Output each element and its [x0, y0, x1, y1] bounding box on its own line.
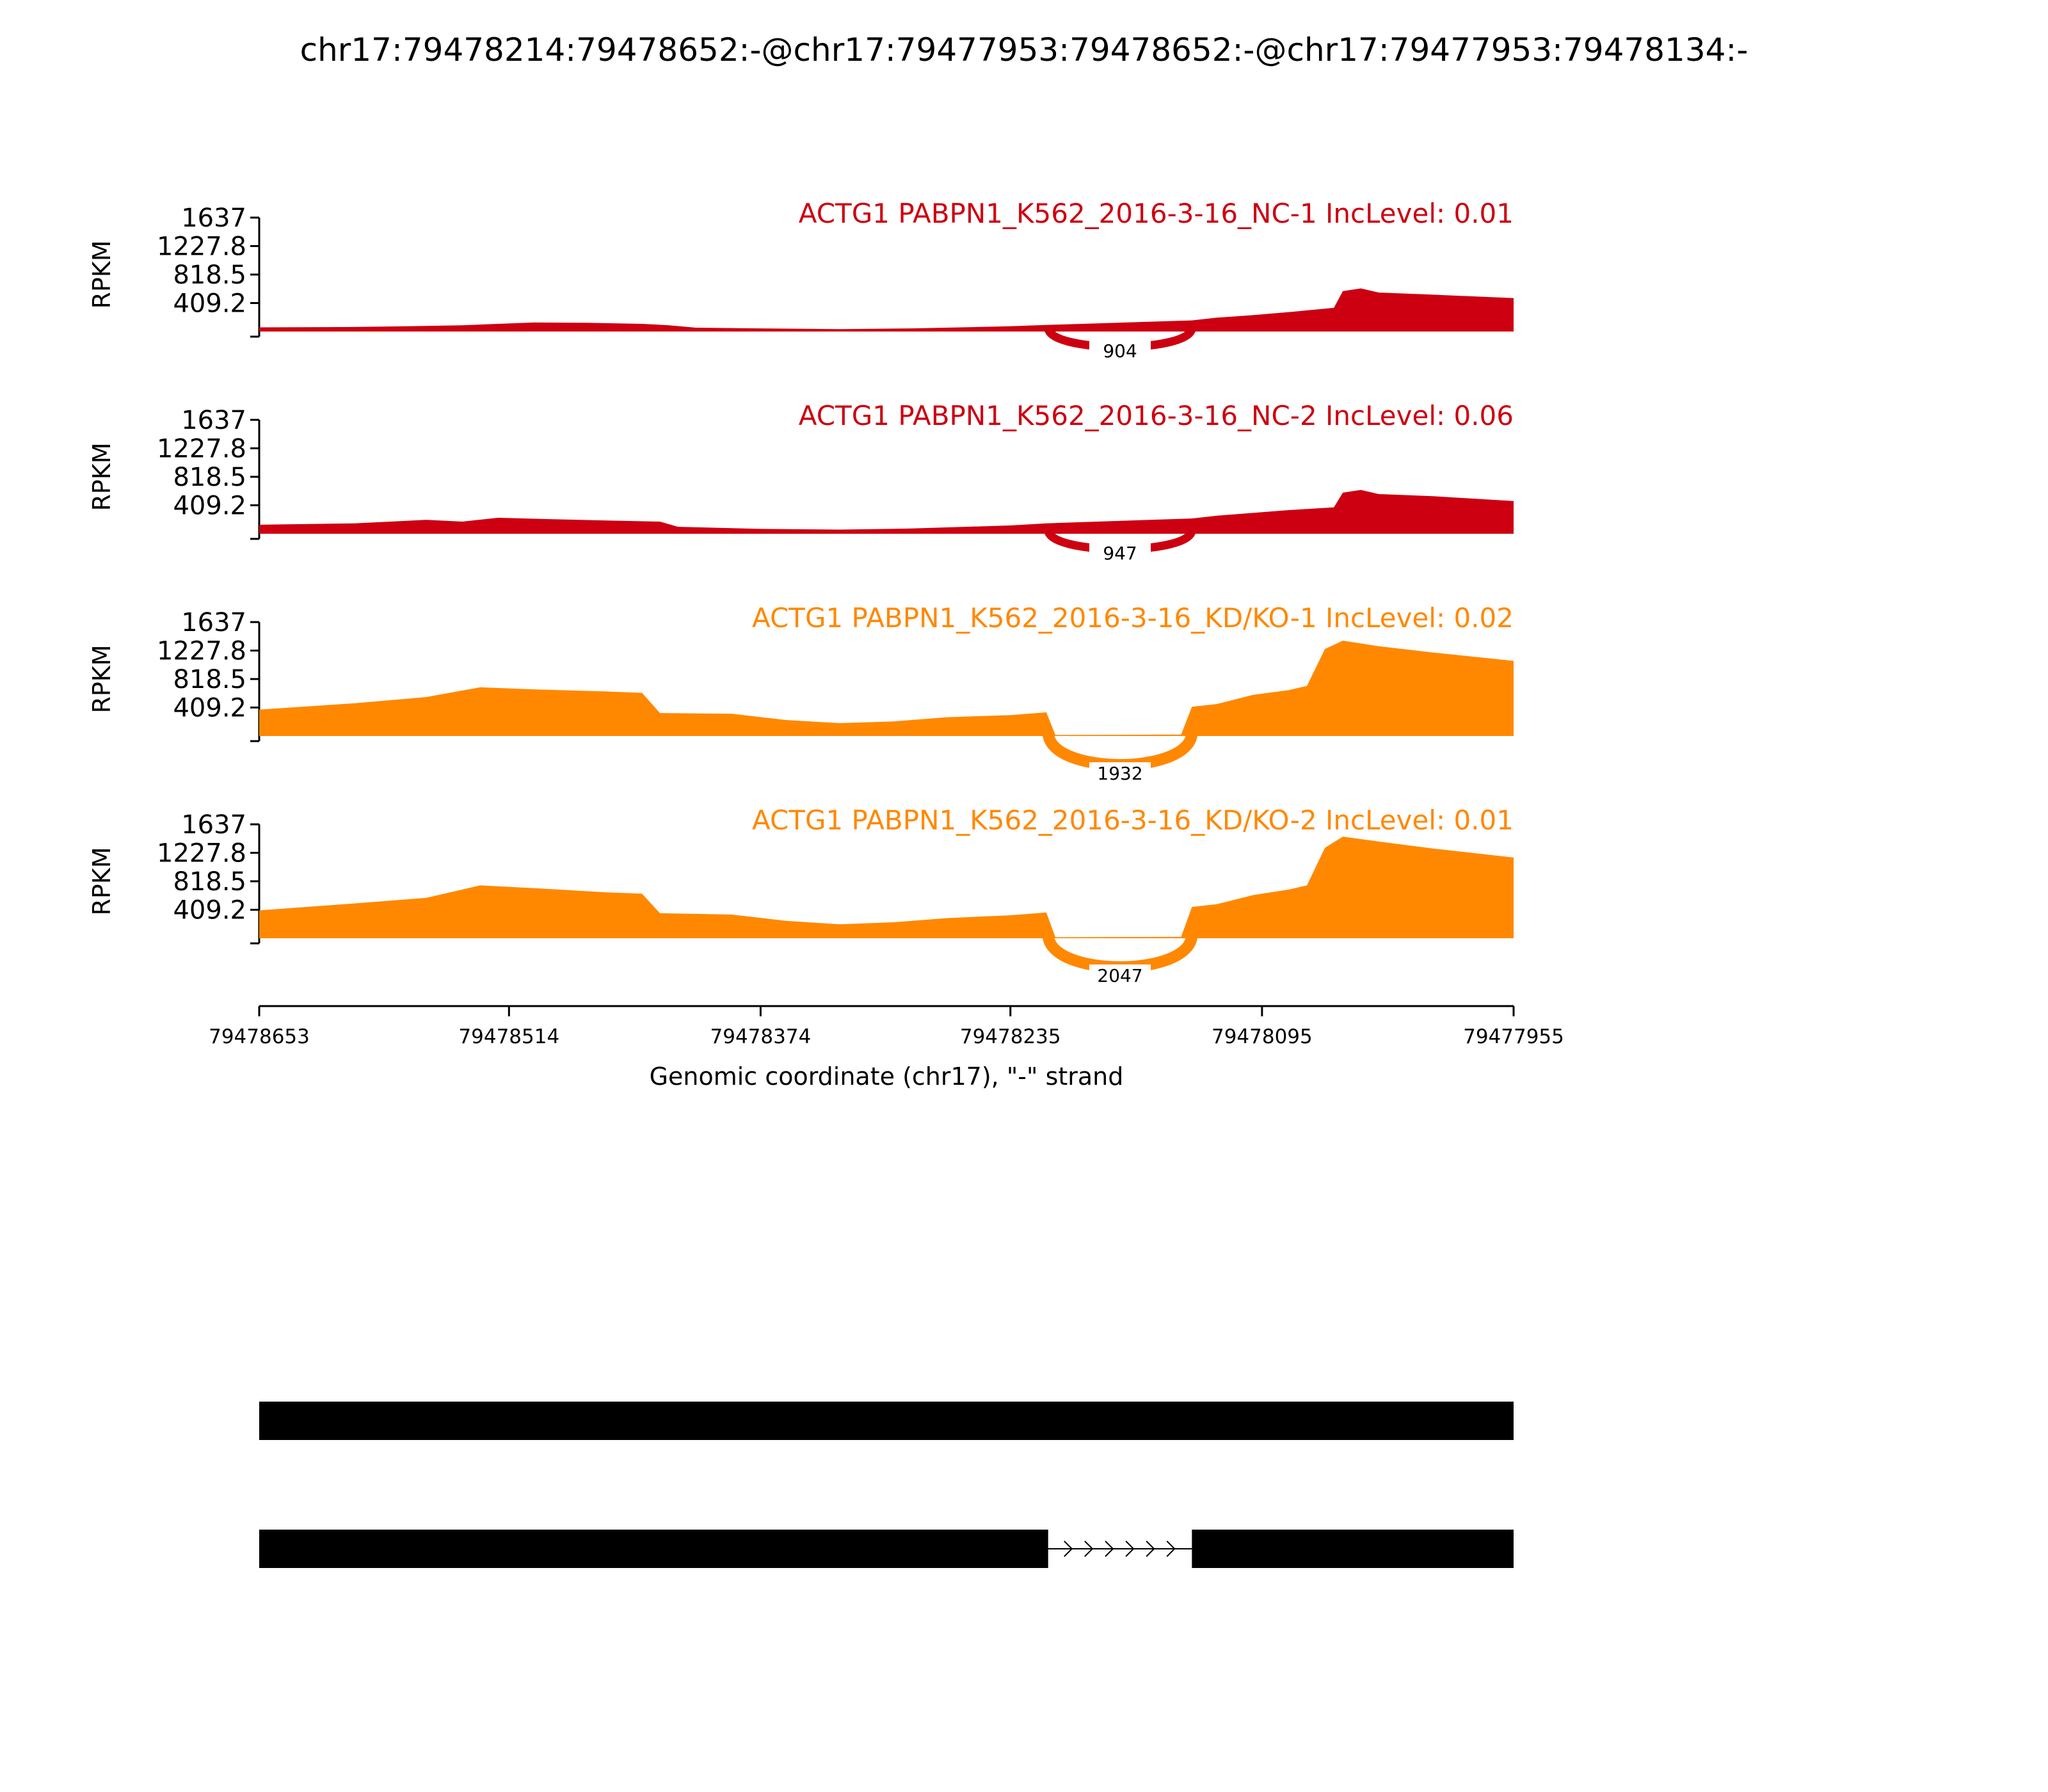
x-tick-label: 79478374 [710, 1025, 812, 1048]
coverage-area [259, 836, 1514, 938]
y-axis-label: RPKM [88, 644, 116, 714]
x-tick-label: 79478095 [1211, 1025, 1313, 1048]
x-tick-label: 79478653 [209, 1025, 310, 1048]
y-tick-label: 409.2 [173, 895, 246, 925]
x-tick-label: 79477955 [1463, 1025, 1564, 1048]
isoform-track [259, 1402, 1514, 1568]
sample-label: ACTG1 PABPN1_K562_2016-3-16_KD/KO-1 IncLevel: 0.02 [751, 602, 1514, 634]
y-tick-label: 818.5 [173, 260, 246, 290]
y-tick-label: 1637 [181, 608, 246, 637]
junction-count: 904 [1103, 340, 1137, 362]
x-tick-label: 79478235 [959, 1025, 1061, 1048]
exon-block [1192, 1530, 1514, 1568]
junction-count: 947 [1103, 543, 1137, 564]
coverage-area [259, 490, 1514, 534]
coverage-panels [88, 198, 1514, 988]
junction-count: 1932 [1097, 763, 1143, 784]
y-tick-label: 409.2 [173, 289, 246, 319]
y-tick-label: 1637 [181, 810, 246, 840]
y-tick-label: 1637 [181, 406, 246, 435]
x-axis [209, 1006, 1564, 1048]
y-axis-label: RPKM [88, 240, 116, 309]
junction-count: 2047 [1097, 965, 1143, 986]
x-tick-label: 79478514 [458, 1025, 560, 1048]
y-tick-label: 1227.8 [157, 232, 246, 262]
coverage-area [259, 641, 1514, 736]
y-tick-label: 1227.8 [157, 636, 246, 666]
sample-panel [88, 400, 1514, 565]
chart-title: chr17:79478214:79478652:-@chr17:79477953:79478652:-@chr17:79477953:79478134:- [300, 31, 1748, 68]
y-axis-label: RPKM [88, 442, 116, 511]
y-axis-label: RPKM [88, 847, 116, 916]
y-tick-label: 818.5 [173, 867, 246, 897]
y-tick-label: 1227.8 [157, 838, 246, 868]
sample-label: ACTG1 PABPN1_K562_2016-3-16_NC-1 IncLevel: 0.01 [798, 198, 1514, 229]
exon-block [259, 1530, 1048, 1568]
sample-panel [88, 804, 1514, 988]
junction-arc [1048, 732, 1192, 765]
isoform-model [259, 1402, 1514, 1440]
coverage-area [259, 289, 1514, 332]
y-tick-label: 818.5 [173, 463, 246, 492]
isoform-model [259, 1530, 1514, 1568]
junction-arc [1048, 934, 1192, 967]
sample-label: ACTG1 PABPN1_K562_2016-3-16_NC-2 IncLevel: 0.06 [798, 400, 1514, 431]
exon-block [259, 1402, 1514, 1440]
y-tick-label: 818.5 [173, 665, 246, 694]
sample-panel [88, 602, 1514, 785]
y-tick-label: 409.2 [173, 693, 246, 723]
y-tick-label: 1227.8 [157, 434, 246, 464]
y-tick-label: 1637 [181, 204, 246, 233]
sample-label: ACTG1 PABPN1_K562_2016-3-16_KD/KO-2 IncLevel: 0.01 [751, 804, 1514, 836]
y-tick-label: 409.2 [173, 491, 246, 521]
x-axis-label: Genomic coordinate (chr17), "-" strand [649, 1062, 1124, 1091]
sample-panel [88, 198, 1514, 363]
